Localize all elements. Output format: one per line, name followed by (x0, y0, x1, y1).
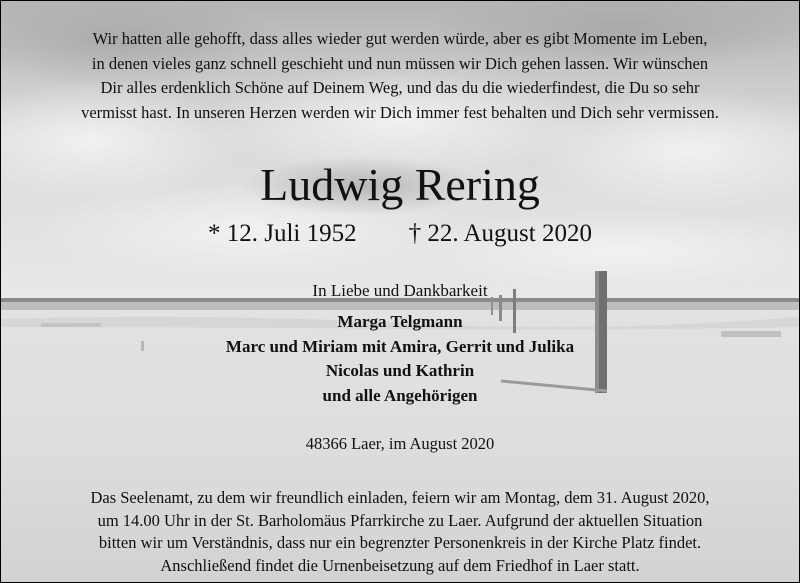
family-member: Nicolas und Kathrin (325, 361, 475, 380)
intro-line: in denen vieles ganz schnell geschieht und nun müssen wir Dich gehen lassen. Wir wünschen (91, 53, 709, 73)
intro-line: vermisst hast. In unseren Herzen werden wir Dich immer fest behalten und Dich sehr vermissen. (81, 102, 719, 122)
family-member: Marc und Miriam mit Amira, Gerrit und Julika (225, 336, 575, 356)
death-date: † 22. August 2020 (408, 220, 592, 247)
family-member: Marga Telgmann (337, 312, 463, 331)
place-date: 48366 Laer, im August 2020 (305, 434, 495, 453)
closing-line: Anschließend findet die Urnenbeisetzung auf dem Friedhof in Laer statt. (160, 555, 640, 575)
family-member: und alle Angehörigen (322, 385, 478, 405)
love-line: In Liebe und Dankbarkeit (312, 281, 488, 300)
closing-line: Das Seelenamt, zu dem wir freundlich einladen, feiern wir am Montag, dem 31. August 2020, (90, 488, 710, 507)
family-list (1, 310, 799, 408)
life-dates (1, 217, 799, 251)
intro-text (1, 27, 799, 125)
intro-line: Wir hatten alle gehofft, dass alles wieder gut werden würde, aber es gibt Momente im Leben, (92, 29, 708, 48)
birth-date: * 12. Juli 1952 (208, 220, 357, 247)
closing-line: bitten wir um Verständnis, dass nur ein begrenzter Personenkreis in der Kirche Platz findet. (98, 533, 702, 552)
deceased-name: Ludwig Rering (260, 159, 540, 210)
closing-text (1, 487, 799, 577)
closing-line: um 14.00 Uhr in der St. Barholomäus Pfarrkirche zu Laer. Aufgrund der aktuellen Situation (97, 510, 703, 530)
intro-line: Dir alles erdenklich Schöne auf Deinem Weg, und das du die wiederfindest, die Du so sehr (100, 78, 700, 97)
